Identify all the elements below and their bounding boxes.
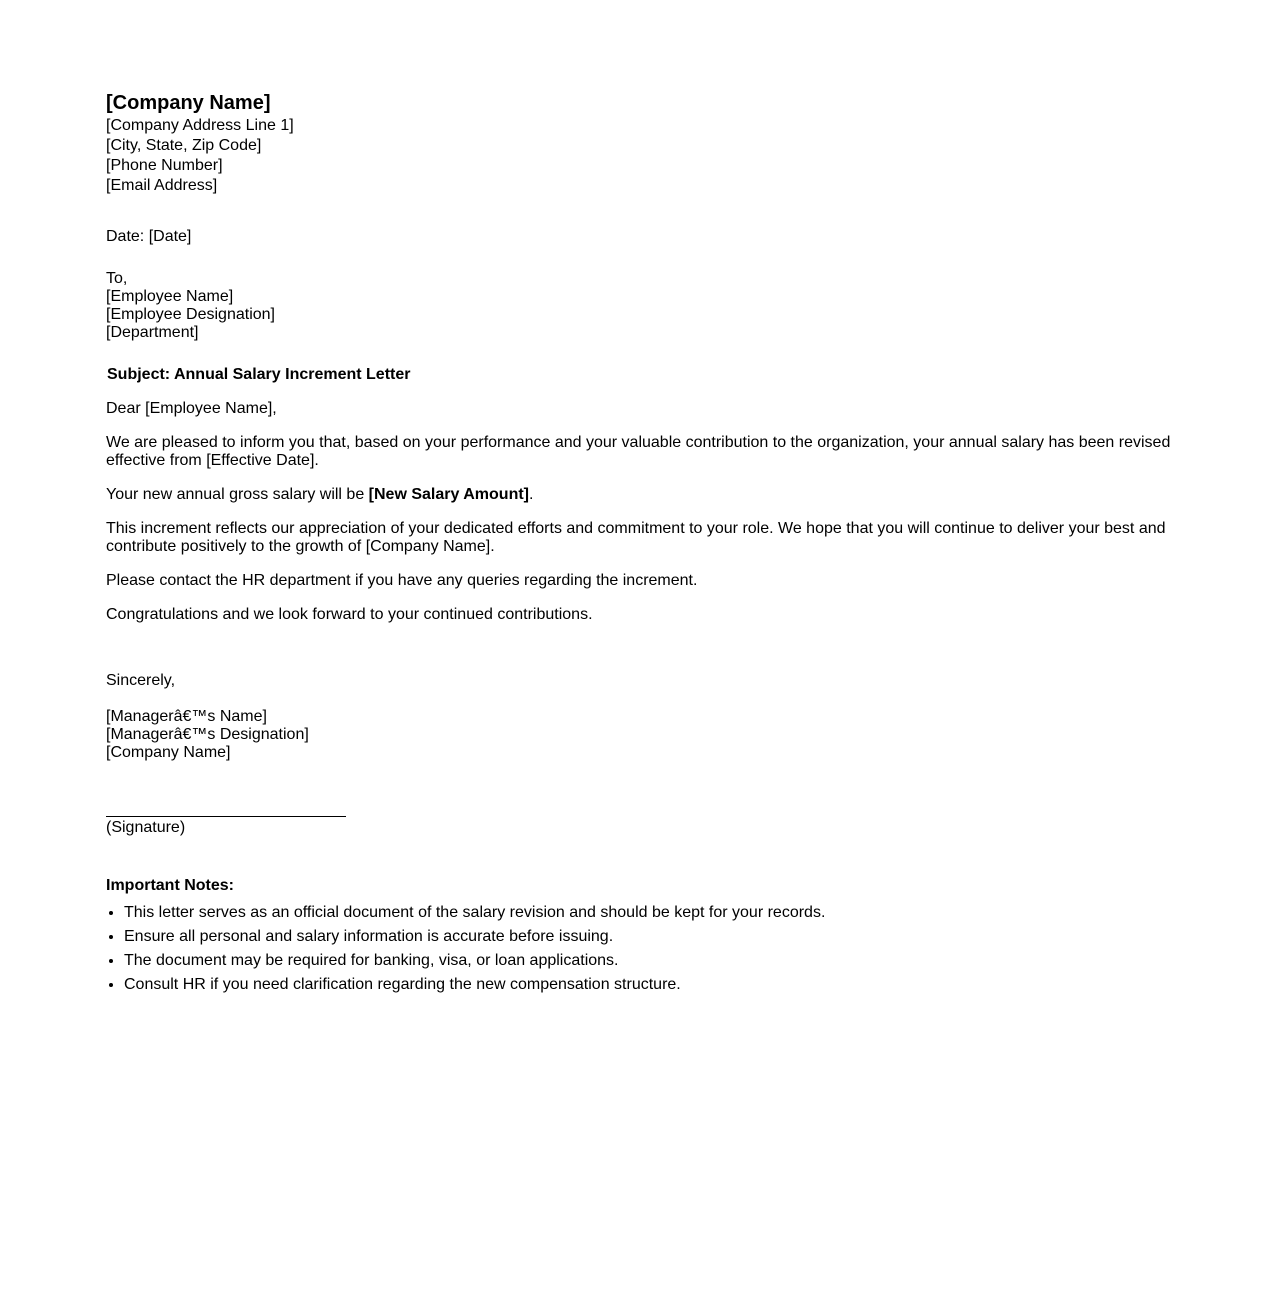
notes-list xyxy=(106,901,1176,997)
recipient-designation: [Employee Designation] xyxy=(106,306,275,323)
letterhead xyxy=(106,90,1176,196)
recipient-department: [Department] xyxy=(106,324,199,341)
manager-name: [Managerâ€™s Name] xyxy=(106,708,267,725)
new-salary-amount: [New Salary Amount] xyxy=(368,486,529,503)
notes-title: Important Notes: xyxy=(106,877,234,894)
notes-item: • The document may be required for banking, visa, or loan applications. xyxy=(124,949,1176,973)
body-paragraph-3: This increment reflects our appreciation of your dedicated efforts and commitment to your role. We hope that you will continue to deliver your best and contribute positively to the growth of [Company Name]. xyxy=(106,520,1166,555)
body-paragraph-2 xyxy=(106,486,1176,504)
salary-text-prefix: Your new annual gross salary will be xyxy=(106,486,369,503)
letter-subject: Subject: Annual Salary Increment Letter xyxy=(107,366,411,383)
closing-sincerely: Sincerely, xyxy=(106,672,176,689)
manager-designation: [Managerâ€™s Designation] xyxy=(106,726,309,743)
letter-document xyxy=(106,90,1176,997)
notes-item: • Consult HR if you need clarification regarding the new compensation structure. xyxy=(124,973,1176,997)
signature-line xyxy=(106,816,346,817)
salary-text-suffix: . xyxy=(529,486,534,503)
signatory-company-name: [Company Name] xyxy=(106,744,231,761)
company-name-heading: [Company Name] xyxy=(106,92,271,114)
company-address-line: [Company Address Line 1] xyxy=(106,117,294,134)
body-paragraph-1: We are pleased to inform you that, based on your performance and your valuable contribution to the organization, your annual salary has been revised effective from [Effective Date]. xyxy=(106,434,1171,469)
company-city-state-zip: [City, State, Zip Code] xyxy=(106,137,262,154)
recipient-block xyxy=(106,270,1176,342)
company-email: [Email Address] xyxy=(106,177,218,194)
recipient-to: To, xyxy=(106,270,128,287)
body-paragraph-5: Congratulations and we look forward to your continued contributions. xyxy=(106,606,593,623)
signature-label: (Signature) xyxy=(106,819,186,836)
body-paragraph-4: Please contact the HR department if you have any queries regarding the increment. xyxy=(106,572,698,589)
letter-date: Date: [Date] xyxy=(106,228,192,245)
notes-item: • Ensure all personal and salary information is accurate before issuing. xyxy=(124,925,1176,949)
recipient-name: [Employee Name] xyxy=(106,288,234,305)
salutation: Dear [Employee Name], xyxy=(106,400,277,417)
company-phone: [Phone Number] xyxy=(106,157,223,174)
signatory-block xyxy=(106,708,1176,762)
notes-item: • This letter serves as an official document of the salary revision and should be kept for your records. xyxy=(124,901,1176,925)
